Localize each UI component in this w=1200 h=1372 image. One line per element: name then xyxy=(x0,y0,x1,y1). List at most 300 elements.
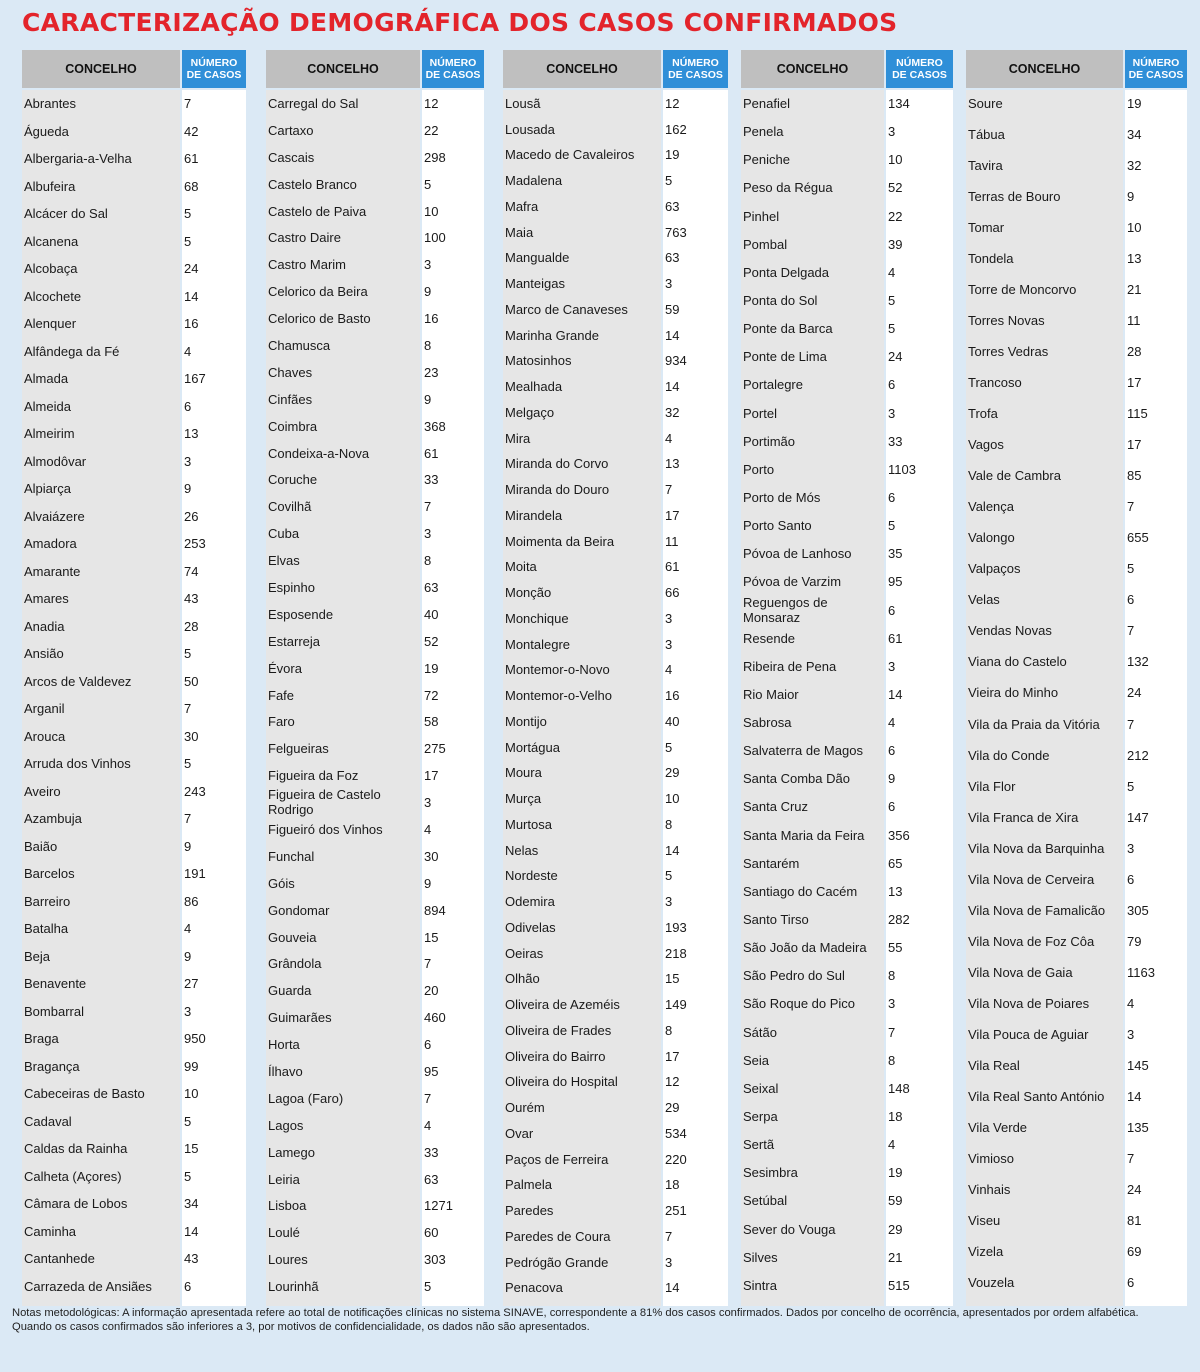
concelho-name: Tavira xyxy=(968,158,1003,174)
table-row xyxy=(266,816,484,843)
concelho-name: Aveiro xyxy=(24,783,61,799)
case-count: 16 xyxy=(665,688,680,704)
concelho-name: Vila Franca de Xira xyxy=(968,809,1079,825)
case-count: 16 xyxy=(184,316,199,331)
concelho-name: Castelo Branco xyxy=(268,176,357,192)
table-row xyxy=(22,1273,246,1300)
header-concelho: CONCELHO xyxy=(503,50,661,88)
concelho-name: Abrantes xyxy=(24,96,77,111)
concelho-name: Penacova xyxy=(505,1280,563,1296)
table-row xyxy=(266,735,484,762)
table-row xyxy=(966,711,1187,738)
table-row xyxy=(503,296,728,323)
case-count: 14 xyxy=(1127,1088,1142,1104)
table-row xyxy=(741,681,953,708)
concelho-name: Góis xyxy=(268,875,295,891)
concelho-name: Torre de Moncorvo xyxy=(968,282,1077,298)
case-count: 193 xyxy=(665,919,687,935)
table-row xyxy=(966,773,1187,800)
case-count: 3 xyxy=(888,996,896,1012)
concelho-name: Santa Maria da Feira xyxy=(743,827,865,843)
concelho-name: Calheta (Açores) xyxy=(24,1168,122,1184)
concelho-name: Barreiro xyxy=(24,893,71,909)
table-row xyxy=(503,141,728,168)
concelho-name: Sever do Vouga xyxy=(743,1221,836,1237)
case-count: 79 xyxy=(1127,933,1142,949)
concelho-name: Vila da Praia da Vitória xyxy=(968,716,1100,732)
table-row xyxy=(266,251,484,278)
concelho-name: Cuba xyxy=(268,526,300,542)
case-count: 12 xyxy=(424,96,439,111)
case-count: 8 xyxy=(424,338,432,353)
table-row xyxy=(741,1047,953,1074)
concelho-name: Vieira do Minho xyxy=(968,685,1059,701)
concelho-name: Horta xyxy=(268,1037,300,1053)
case-count: 4 xyxy=(665,430,673,446)
case-count: 5 xyxy=(424,1279,432,1295)
table-column-1 xyxy=(22,50,246,1306)
case-count: 26 xyxy=(184,508,199,524)
case-count: 17 xyxy=(424,768,439,784)
header-numero-casos: NÚMERO DE CASOS xyxy=(182,50,246,88)
case-count: 3 xyxy=(665,1254,673,1270)
case-count: 934 xyxy=(665,353,687,369)
concelho-name: Ansião xyxy=(24,646,64,661)
case-count: 18 xyxy=(888,1109,903,1125)
concelho-name: Mealhada xyxy=(505,379,563,395)
concelho-name: Loulé xyxy=(268,1225,300,1241)
table-row xyxy=(741,456,953,483)
case-count: 303 xyxy=(424,1252,446,1268)
case-count: 21 xyxy=(1127,282,1142,298)
concelho-name: Santa Comba Dão xyxy=(743,771,850,787)
concelho-name: Bragança xyxy=(24,1058,80,1074)
concelho-name: Santarém xyxy=(743,855,800,871)
case-count: 167 xyxy=(184,371,206,386)
concelho-name: Torres Novas xyxy=(968,313,1045,329)
concelho-name: Lagos xyxy=(268,1117,304,1133)
case-count: 3 xyxy=(665,894,673,910)
table-row xyxy=(266,278,484,305)
case-count: 655 xyxy=(1127,530,1149,546)
case-count: 13 xyxy=(184,426,199,441)
table-row xyxy=(22,805,246,832)
table-row xyxy=(22,860,246,887)
case-count: 55 xyxy=(888,940,903,956)
table-row xyxy=(22,145,246,172)
concelho-name: Lagoa (Faro) xyxy=(268,1090,344,1106)
concelho-name: Vagos xyxy=(968,437,1004,453)
concelho-name: Figueira de Castelo Rodrigo xyxy=(268,787,381,818)
concelho-name: Odivelas xyxy=(505,919,556,935)
table-row xyxy=(741,259,953,286)
table-row xyxy=(741,1019,953,1046)
case-count: 6 xyxy=(888,743,896,759)
case-count: 1271 xyxy=(424,1198,453,1214)
table-row xyxy=(503,1120,728,1147)
concelho-name: Seia xyxy=(743,1052,770,1068)
case-count: 63 xyxy=(665,250,680,266)
case-count: 10 xyxy=(1127,220,1142,236)
case-count: 72 xyxy=(424,687,439,703)
case-count: 61 xyxy=(424,445,439,461)
case-count: 99 xyxy=(184,1058,199,1074)
case-count: 18 xyxy=(665,1177,680,1193)
concelho-name: Mirandela xyxy=(505,507,563,523)
case-count: 253 xyxy=(184,536,206,551)
concelho-name: Castro Daire xyxy=(268,230,341,246)
concelho-name: Cinfães xyxy=(268,391,313,407)
case-count: 6 xyxy=(888,602,896,618)
case-count: 5 xyxy=(665,868,673,884)
case-count: 3 xyxy=(424,257,432,273)
case-count: 148 xyxy=(888,1080,910,1096)
case-count: 95 xyxy=(888,574,903,590)
case-count: 145 xyxy=(1127,1057,1149,1073)
case-count: 4 xyxy=(888,1137,896,1153)
table-row xyxy=(503,1043,728,1070)
case-count: 14 xyxy=(665,327,680,343)
concelho-name: Vale de Cambra xyxy=(968,468,1061,484)
concelho-name: Almada xyxy=(24,371,69,386)
concelho-name: Barcelos xyxy=(24,866,75,881)
concelho-name: Benavente xyxy=(24,976,87,991)
concelho-name: Guimarães xyxy=(268,1010,332,1026)
header-numero-casos: NÚMERO DE CASOS xyxy=(663,50,728,88)
table-row xyxy=(966,835,1187,862)
table-row xyxy=(266,870,484,897)
case-count: 4 xyxy=(184,343,192,359)
concelho-name: Alcácer do Sal xyxy=(24,206,108,221)
case-count: 19 xyxy=(424,660,439,676)
concelho-name: Chamusca xyxy=(268,338,331,353)
table-row xyxy=(503,734,728,761)
concelho-name: Alcochete xyxy=(24,288,82,304)
case-count: 14 xyxy=(888,686,903,702)
concelho-name: Trofa xyxy=(968,406,998,422)
table-row xyxy=(741,822,953,849)
table-row xyxy=(22,998,246,1025)
table-row xyxy=(741,765,953,792)
concelho-name: Vendas Novas xyxy=(968,623,1052,639)
case-count: 134 xyxy=(888,96,910,111)
table-row xyxy=(503,399,728,426)
table-row xyxy=(503,528,728,555)
case-count: 3 xyxy=(665,610,673,626)
concelho-name: Ponta do Sol xyxy=(743,292,818,308)
case-count: 5 xyxy=(184,646,192,661)
case-count: 61 xyxy=(184,151,199,166)
concelho-name: Vila Nova de Cerveira xyxy=(968,871,1095,887)
case-count: 60 xyxy=(424,1225,439,1241)
case-count: 7 xyxy=(1127,499,1135,515)
concelho-name: Torres Vedras xyxy=(968,344,1049,360)
table-row xyxy=(266,1166,484,1193)
concelho-name: Tomar xyxy=(968,220,1005,236)
concelho-name: Vila Nova de Poiares xyxy=(968,995,1090,1011)
concelho-name: Vouzela xyxy=(968,1274,1015,1290)
case-count: 7 xyxy=(1127,716,1135,732)
concelho-name: Castro Marim xyxy=(268,257,347,273)
concelho-name: Sabrosa xyxy=(743,715,792,731)
concelho-name: Marinha Grande xyxy=(505,327,599,343)
concelho-name: Sátão xyxy=(743,1024,777,1040)
case-count: 6 xyxy=(1127,592,1135,608)
concelho-name: Baião xyxy=(24,838,58,854)
table-row xyxy=(966,1238,1187,1265)
methodology-notes xyxy=(12,1307,1192,1334)
table-row xyxy=(266,466,484,493)
table-row xyxy=(741,512,953,539)
table-row xyxy=(266,224,484,251)
case-count: 11 xyxy=(665,533,679,549)
table-row xyxy=(741,343,953,370)
table-row xyxy=(266,1219,484,1246)
case-count: 33 xyxy=(424,472,439,488)
concelho-name: Almeida xyxy=(24,398,71,414)
concelho-name: Murtosa xyxy=(505,816,552,832)
table-row xyxy=(741,287,953,314)
case-count: 9 xyxy=(184,838,192,854)
case-count: 29 xyxy=(888,1221,903,1237)
concelho-name: Loures xyxy=(268,1252,308,1268)
case-count: 65 xyxy=(888,855,903,871)
table-row xyxy=(503,1274,728,1301)
header-numero-casos: NÚMERO DE CASOS xyxy=(1125,50,1187,88)
concelho-name: Maia xyxy=(505,224,534,240)
case-count: 460 xyxy=(424,1010,446,1026)
case-count: 3 xyxy=(424,526,432,542)
table-row xyxy=(503,373,728,400)
concelho-name: Vila Pouca de Aguiar xyxy=(968,1026,1089,1042)
table-row xyxy=(741,709,953,736)
table-row xyxy=(741,653,953,680)
table-row xyxy=(966,586,1187,613)
case-count: 22 xyxy=(888,208,903,224)
table-row xyxy=(966,959,1187,986)
concelho-name: Ponte da Barca xyxy=(743,321,833,337)
case-count: 5 xyxy=(184,1113,192,1129)
case-count: 10 xyxy=(888,152,903,168)
header-concelho: CONCELHO xyxy=(266,50,420,88)
concelho-name: Amares xyxy=(24,591,69,606)
case-count: 534 xyxy=(665,1125,687,1141)
case-count: 12 xyxy=(665,96,680,111)
case-count: 950 xyxy=(184,1031,206,1046)
table-row xyxy=(22,888,246,915)
concelho-name: Carregal do Sal xyxy=(268,96,359,111)
case-count: 162 xyxy=(665,121,687,137)
table-row xyxy=(503,862,728,889)
concelho-name: Vimioso xyxy=(968,1150,1015,1166)
table-row xyxy=(966,493,1187,520)
concelho-name: Silves xyxy=(743,1249,778,1265)
concelho-name: Vila Verde xyxy=(968,1119,1028,1135)
page-title: CARACTERIZAÇÃO DEMOGRÁFICA DOS CASOS CONFIRMADOS xyxy=(22,8,898,37)
note-1: Notas metodológicas: A informação apresentada refere ao total de notificações clínicas no sistema SINAVE, correspondente a 81% dos casos confirmados. Dados por concelho de ocorrência, apresentados por ordem alfabética. xyxy=(12,1307,1139,1319)
table-row xyxy=(966,897,1187,924)
case-count: 135 xyxy=(1127,1119,1149,1135)
concelho-name: Vila do Conde xyxy=(968,747,1050,763)
case-count: 115 xyxy=(1127,406,1148,422)
case-count: 63 xyxy=(665,198,680,214)
table-row xyxy=(966,524,1187,551)
case-count: 368 xyxy=(424,418,446,434)
case-count: 275 xyxy=(424,741,446,757)
concelho-name: São Roque do Pico xyxy=(743,996,856,1012)
case-count: 81 xyxy=(1127,1212,1142,1228)
concelho-name: Castelo de Paiva xyxy=(268,203,367,219)
concelho-name: Paredes xyxy=(505,1203,554,1219)
table-row xyxy=(741,1187,953,1214)
case-count: 1163 xyxy=(1127,964,1155,980)
concelho-name: Moimenta da Beira xyxy=(505,533,615,549)
table-row xyxy=(741,934,953,961)
table-row xyxy=(22,613,246,640)
table-row xyxy=(741,568,953,595)
concelho-name: Porto xyxy=(743,461,775,477)
table-row xyxy=(741,962,953,989)
table-row xyxy=(503,244,728,271)
case-count: 5 xyxy=(424,176,432,192)
table-row xyxy=(22,503,246,530)
case-count: 132 xyxy=(1127,654,1149,670)
case-count: 7 xyxy=(184,96,192,111)
case-count: 7 xyxy=(424,499,432,515)
case-count: 40 xyxy=(665,713,680,729)
table-row xyxy=(22,338,246,365)
table-row xyxy=(503,991,728,1018)
table-row xyxy=(966,866,1187,893)
concelho-name: Espinho xyxy=(268,580,315,595)
case-count: 69 xyxy=(1127,1243,1142,1259)
table-row xyxy=(503,759,728,786)
concelho-name: Pinhel xyxy=(743,208,780,224)
case-count: 7 xyxy=(424,956,432,972)
case-count: 61 xyxy=(665,559,680,575)
concelho-name: Almodôvar xyxy=(24,453,87,469)
note-2: Quando os casos confirmados são inferiores a 3, por motivos de confidencialidade, os dados não são apresentados. xyxy=(12,1320,590,1333)
table-row xyxy=(741,793,953,820)
concelho-name: Bombarral xyxy=(24,1003,84,1019)
case-count: 24 xyxy=(184,261,199,276)
concelho-name: Figueira da Foz xyxy=(268,768,359,784)
table-row xyxy=(741,203,953,230)
concelho-name: Sintra xyxy=(743,1277,777,1293)
table-row xyxy=(966,555,1187,582)
table-row xyxy=(966,648,1187,675)
concelho-name: Tondela xyxy=(968,251,1014,267)
table-row xyxy=(266,601,484,628)
case-count: 6 xyxy=(424,1037,432,1053)
case-count: 24 xyxy=(1127,1181,1142,1197)
concelho-name: Vila Nova de Gaia xyxy=(968,964,1073,980)
table-row xyxy=(966,152,1187,179)
case-count: 251 xyxy=(665,1203,687,1219)
table-row xyxy=(741,231,953,258)
table-row xyxy=(266,977,484,1004)
concelho-name: Sesimbra xyxy=(743,1165,798,1181)
table-row xyxy=(22,200,246,227)
table-row xyxy=(503,837,728,864)
table-row xyxy=(503,1146,728,1173)
table-row xyxy=(22,1245,246,1272)
table-row xyxy=(22,558,246,585)
concelho-name: Arcos de Valdevez xyxy=(24,673,132,689)
table-row xyxy=(741,118,953,145)
case-count: 63 xyxy=(424,1171,439,1187)
case-count: 7 xyxy=(184,811,192,826)
table-row xyxy=(741,878,953,905)
case-count: 11 xyxy=(1127,313,1141,329)
concelho-name: Montijo xyxy=(505,713,547,729)
table-column-2 xyxy=(266,50,484,1306)
table-row xyxy=(966,400,1187,427)
table-row xyxy=(22,530,246,557)
concelho-name: Pedrógão Grande xyxy=(505,1254,609,1270)
case-count: 13 xyxy=(665,456,680,472)
concelho-name: Mangualde xyxy=(505,250,570,266)
case-count: 220 xyxy=(665,1151,687,1167)
concelho-name: Trancoso xyxy=(968,375,1022,391)
case-count: 39 xyxy=(888,236,903,252)
case-count: 356 xyxy=(888,827,910,843)
concelho-name: Cantanhede xyxy=(24,1251,95,1266)
case-count: 5 xyxy=(665,739,673,755)
case-count: 66 xyxy=(665,585,680,601)
table-row xyxy=(966,1114,1187,1141)
concelho-name: Cascais xyxy=(268,149,315,165)
table-row xyxy=(266,628,484,655)
table-row xyxy=(22,1053,246,1080)
table-row xyxy=(966,679,1187,706)
concelho-name: Faro xyxy=(268,714,295,730)
table-row xyxy=(503,322,728,349)
case-count: 58 xyxy=(424,714,439,730)
concelho-name: Póvoa de Lanhoso xyxy=(743,546,852,562)
table-row xyxy=(741,315,953,342)
table-row xyxy=(503,450,728,477)
concelho-name: Vizela xyxy=(968,1243,1004,1259)
concelho-name: Oliveira de Azeméis xyxy=(505,997,620,1013)
concelho-name: Ribeira de Pena xyxy=(743,658,837,674)
case-count: 52 xyxy=(888,180,903,196)
table-row xyxy=(503,888,728,915)
case-count: 34 xyxy=(1127,127,1142,143)
case-count: 763 xyxy=(665,224,687,240)
concelho-name: Vila Nova de Foz Côa xyxy=(968,933,1095,949)
case-count: 17 xyxy=(1127,437,1142,453)
table-row xyxy=(503,425,728,452)
table-row xyxy=(22,778,246,805)
table-row xyxy=(22,915,246,942)
table-row xyxy=(266,1112,484,1139)
case-count: 43 xyxy=(184,591,199,606)
concelho-name: Vila Flor xyxy=(968,778,1016,794)
case-count: 61 xyxy=(888,630,903,646)
concelho-name: Ílhavo xyxy=(268,1064,303,1079)
concelho-name: Matosinhos xyxy=(505,353,572,369)
case-count: 5 xyxy=(184,206,192,221)
table-row xyxy=(741,625,953,652)
concelho-name: Reguengos de Monsaraz xyxy=(743,594,828,625)
concelho-name: Figueiró dos Vinhos xyxy=(268,822,383,837)
case-count: 10 xyxy=(424,203,439,219)
table-row xyxy=(503,682,728,709)
table-row xyxy=(22,750,246,777)
table-row xyxy=(966,431,1187,458)
concelho-name: Ovar xyxy=(505,1125,534,1141)
